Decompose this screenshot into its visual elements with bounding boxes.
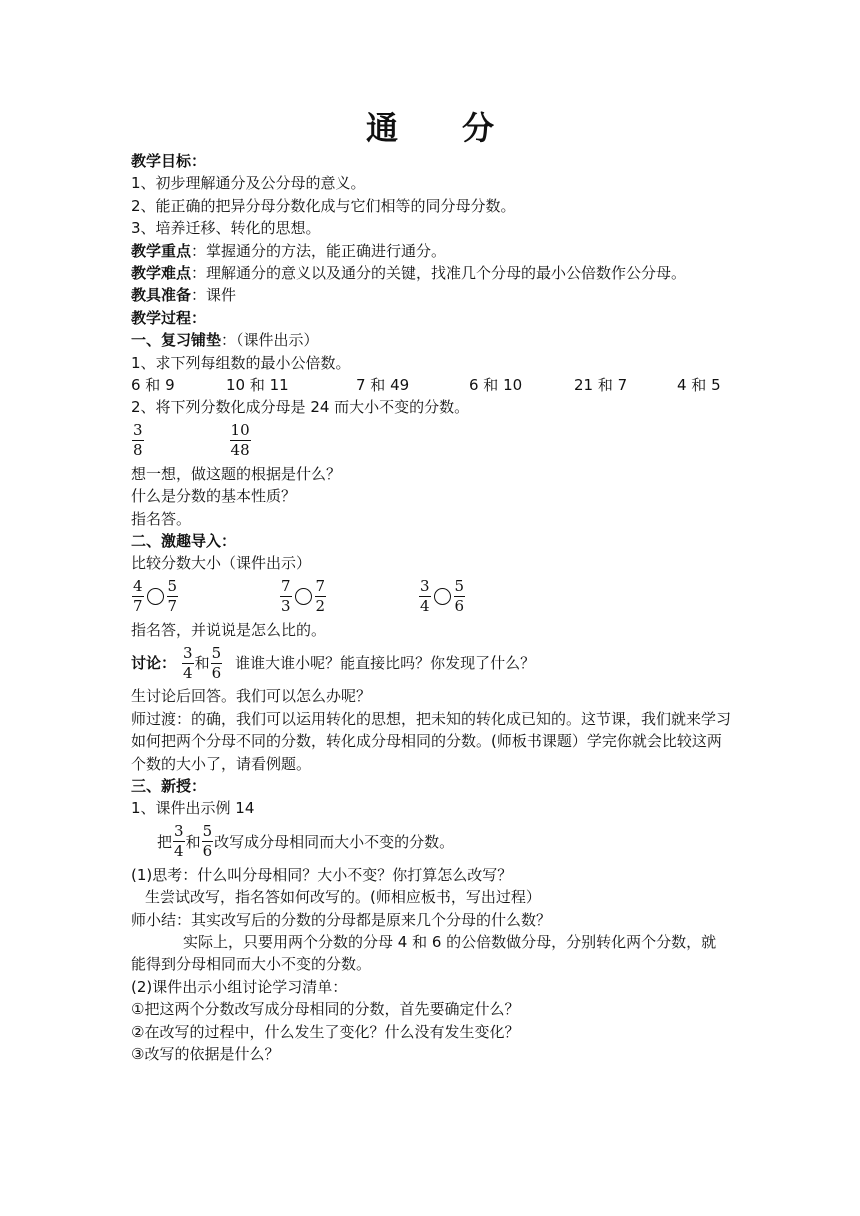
transition-paragraph: 师过渡：的确，我们可以运用转化的思想，把未知的转化成已知的。这节课，我们就来学习如何把两个分母不同的分数，转化成分母相同的分数。(师板书课题）学完你就会比较这两个数的大小了，请看例题。 <box>131 709 732 773</box>
discussion-and: 和 <box>194 654 210 673</box>
fraction: $\frac{7}{3}$ <box>281 577 291 616</box>
fraction: $\frac{5}{6}$ <box>211 643 222 682</box>
student-line: 生讨论后回答。我们可以怎么办呢？ <box>131 687 372 706</box>
review-heading-note: ：（课件出示） <box>221 331 319 350</box>
review-heading <box>131 329 731 351</box>
number-pair: 7 和 49 <box>356 376 410 395</box>
key-point <box>131 240 731 262</box>
number-pair: 6 和 10 <box>469 376 523 395</box>
number-pair: 6 和 9 <box>131 376 175 395</box>
try-line: 生尝试改写，指名答如何改写的。(师相应板书，写出过程） <box>145 888 541 907</box>
fact-paragraph: 实际上，只要用两个分数的分母 4 和 6 的公倍数做分母，分别转化两个分数，就能得到分母相同而大小不变的分数。 <box>131 932 717 974</box>
fraction: $\frac{5}{6}$ <box>202 822 213 861</box>
tools <box>131 284 731 306</box>
number-pairs <box>131 374 731 396</box>
example-line: 1、课件出示例 14 <box>131 799 255 818</box>
compare-circle <box>147 588 164 605</box>
tools-text: ：课件 <box>191 286 237 305</box>
review-question-2: 2、将下列分数化成分母是 24 而大小不变的分数。 <box>131 398 470 417</box>
number-pair: 10 和 11 <box>226 376 289 395</box>
list-heading: (2)课件出示小组讨论学习清单： <box>131 977 348 996</box>
objective-item: 3、培养迁移、转化的思想。 <box>131 219 321 238</box>
discussion-text: 谁谁大谁小呢？能直接比吗？你发现了什么？ <box>235 654 536 673</box>
compare-circle <box>434 588 451 605</box>
page-title <box>0 106 860 150</box>
comparison-row <box>131 575 731 619</box>
discussion-label: 讨论： <box>131 654 177 673</box>
think-line: 想一想，做这题的根据是什么？ <box>131 464 342 483</box>
comparison <box>418 575 466 619</box>
fraction: $\frac{3}{4}$ <box>174 822 184 861</box>
difficulty <box>131 262 731 284</box>
new-heading: 三、新授： <box>131 776 207 795</box>
review-fractions <box>131 419 731 463</box>
answer-line: 指名答。 <box>131 509 192 528</box>
key-point-text: ：掌握通分的方法，能正确进行通分。 <box>191 241 447 260</box>
review-heading-label: 一、复习铺垫 <box>131 331 222 350</box>
title-char-1: 通 <box>365 109 398 147</box>
list-item: ③改写的依据是什么？ <box>131 1044 280 1063</box>
comparison <box>131 575 179 619</box>
list-item: ①把这两个分数改写成分母相同的分数，首先要确定什么？ <box>131 1000 520 1019</box>
fraction: $\frac{7}{2}$ <box>315 577 326 616</box>
objective-item: 2、能正确的把异分母分数化成与它们相等的同分母分数。 <box>131 196 516 215</box>
key-point-label: 教学重点 <box>131 241 192 260</box>
discussion-line <box>131 641 731 685</box>
compare-circle <box>295 588 312 605</box>
objective-item: 1、初步理解通分及公分母的意义。 <box>131 174 366 193</box>
difficulty-text: ：理解通分的意义以及通分的关键，找准几个分母的最小公倍数作公分母。 <box>191 264 687 283</box>
number-pair: 21 和 7 <box>574 376 628 395</box>
review-question-1: 1、求下列每组数的最小公倍数。 <box>131 353 351 372</box>
task-and: 和 <box>185 832 201 851</box>
fraction: $\frac{3}{4}$ <box>183 643 193 682</box>
lesson-content <box>131 150 731 1065</box>
fraction: $\frac{10}{48}$ <box>230 421 250 460</box>
task-line <box>131 820 731 864</box>
fraction: $\frac{3}{8}$ <box>133 421 143 460</box>
fraction: $\frac{4}{7}$ <box>133 577 143 616</box>
number-pair: 4 和 5 <box>677 376 721 395</box>
summary-line: 师小结：其实改写后的分数的分母都是原来几个分母的什么数？ <box>131 910 552 929</box>
task-post: 改写成分母相同而大小不变的分数。 <box>214 832 455 851</box>
objectives-heading: 教学目标： <box>131 152 207 170</box>
fraction: $\frac{5}{6}$ <box>454 577 465 616</box>
ask-line: 什么是分数的基本性质？ <box>131 487 297 506</box>
intro-heading: 二、激趣导入： <box>131 532 237 551</box>
tools-label: 教具准备 <box>131 286 192 305</box>
list-item: ②在改写的过程中，什么发生了变化？什么没有发生变化？ <box>131 1022 520 1041</box>
task-pre: 把 <box>157 832 173 851</box>
process-heading: 教学过程： <box>131 308 207 327</box>
intro-answer: 指名答，并说说是怎么比的。 <box>131 620 327 639</box>
fraction: $\frac{3}{4}$ <box>420 577 430 616</box>
think-question: (1)思考：什么叫分母相同？大小不变？你打算怎么改写？ <box>131 865 513 884</box>
title-char-2: 分 <box>462 109 495 147</box>
compare-line: 比较分数大小（课件出示） <box>131 554 312 573</box>
fraction: $\frac{5}{7}$ <box>167 577 178 616</box>
comparison <box>279 575 327 619</box>
difficulty-label: 教学难点 <box>131 264 192 283</box>
